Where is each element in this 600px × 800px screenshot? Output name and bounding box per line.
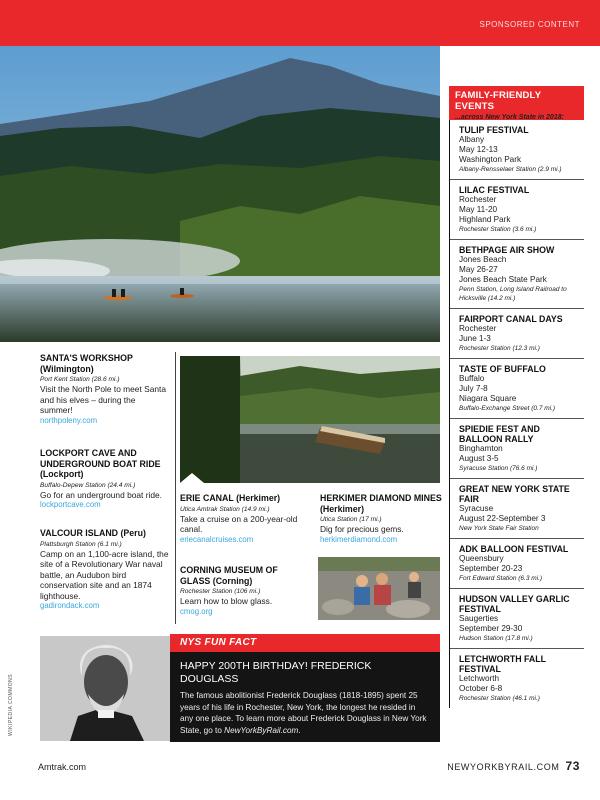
listing-lockport-cave: LOCKPORT CAVE AND UNDERGROUND BOAT RIDE (Lockport) Buffalo-Depew Station (24.4 mi.) Go for an underground boat ride. lockportcave.com	[40, 448, 170, 510]
event-garlic-festival: HUDSON VALLEY GARLIC FESTIVAL Saugerties September 29-30 Hudson Station (17.8 mi.)	[450, 589, 584, 649]
events-subtitle: ...across New York State in 2018:	[455, 114, 564, 121]
listing-herkimer-diamond: HERKIMER DIAMOND MINES (Herkimer) Utica Station (17 mi.) Dig for precious gems. herkimerdiamond.com	[320, 493, 442, 544]
event-tulip-festival: TULIP FESTIVAL Albany May 12-13 Washington Park Albany-Rensselaer Station (2.9 mi.)	[450, 120, 584, 180]
event-lilac-festival: LILAC FESTIVAL Rochester May 11-20 Highland Park Rochester Station (3.6 mi.)	[450, 180, 584, 240]
fun-fact-box	[170, 652, 440, 742]
photo-credit: WIKIPEDIA COMMONS	[8, 673, 14, 736]
family-events-column	[449, 86, 584, 742]
listing-valcour-island: VALCOUR ISLAND (Peru) Plattsburgh Station (6.1 mi.) Camp on an 1,100-acre island, the site of a Revolutionary War naval battle, an Audubon bird conservation site and an 1874 lighthouse. gadirondack.com	[40, 528, 169, 610]
event-state-fair: GREAT NEW YORK STATE FAIR Syracuse August 22-September 3 New York State Fair Station	[450, 479, 584, 539]
fun-fact-body: The famous abolitionist Frederick Douglass (1818-1895) spent 25 years of his life in Rochester, New York, the longest he resided in any one place. To learn more about Frederick Douglass in New York State, go to NewYorkByRail.com.	[180, 691, 427, 735]
event-taste-of-buffalo: TASTE OF BUFFALO Buffalo July 7-8 Niagara Square Buffalo-Exchange Street (0.7 mi.)	[450, 359, 584, 419]
events-list	[449, 120, 584, 708]
corning-link[interactable]: cmog.org	[180, 606, 213, 616]
erie-canal-photo	[180, 356, 440, 483]
herkimer-link[interactable]: herkimerdiamond.com	[320, 534, 398, 544]
hero-lake-photo	[0, 46, 440, 342]
footer-amtrak: Amtrak.com	[38, 762, 87, 772]
event-bethpage-air-show: BETHPAGE AIR SHOW Jones Beach May 26-27 Jones Beach State Park Penn Station, Long Island Railroad to Hicksville (14.2 mi.)	[450, 240, 584, 309]
frederick-douglass-portrait	[40, 636, 170, 741]
valcour-link[interactable]: gadirondack.com	[40, 601, 100, 610]
page-number: 73	[565, 759, 580, 773]
lockport-link[interactable]: lockportcave.com	[40, 500, 101, 509]
footer-site: NEWYORKBYRAIL.COM 73	[447, 759, 580, 773]
listing-santas-workshop: SANTA'S WORKSHOP (Wilmington) Port Kent Station (28.6 mi.) Visit the North Pole to meet Santa and his elves – during the summer! northpoleny.com	[40, 353, 170, 426]
events-title: FAMILY-FRIENDLY EVENTS	[455, 90, 542, 112]
column-divider	[175, 352, 176, 624]
sponsored-label: SPONSORED CONTENT	[479, 20, 580, 29]
event-adk-balloon-festival: ADK BALLOON FESTIVAL Queensbury September 20-23 Fort Edward Station (6.3 mi.)	[450, 539, 584, 589]
listing-corning-museum: CORNING MUSEUM OF GLASS (Corning) Rochester Station (106 mi.) Learn how to blow glass. cmog.org	[180, 565, 310, 617]
fun-fact-title: HAPPY 200TH BIRTHDAY! FREDERICK DOUGLASS	[180, 660, 372, 685]
event-fairport-canal-days: FAIRPORT CANAL DAYS Rochester June 1-3 Rochester Station (12.3 mi.)	[450, 309, 584, 359]
fun-fact-link[interactable]: NewYorkByRail.com	[224, 725, 299, 735]
fun-fact-tab: NYS FUN FACT	[170, 634, 440, 652]
erie-link[interactable]: eriecanalcruises.com	[180, 534, 254, 544]
event-spiedie-fest: SPIEDIE FEST AND BALLOON RALLY Binghamton August 3-5 Syracuse Station (76.6 mi.)	[450, 419, 584, 479]
santa-link[interactable]: northpoleny.com	[40, 415, 98, 425]
listing-erie-canal: ERIE CANAL (Herkimer) Utica Amtrak Station (14.9 mi.) Take a cruise on a 200-year-old canal. eriecanalcruises.com	[180, 493, 310, 545]
events-header	[449, 86, 584, 120]
event-letchworth-fall-festival: LETCHWORTH FALL FESTIVAL Letchworth October 6-8 Rochester Station (46.1 mi.)	[459, 654, 546, 702]
diamond-mine-photo	[318, 557, 440, 620]
